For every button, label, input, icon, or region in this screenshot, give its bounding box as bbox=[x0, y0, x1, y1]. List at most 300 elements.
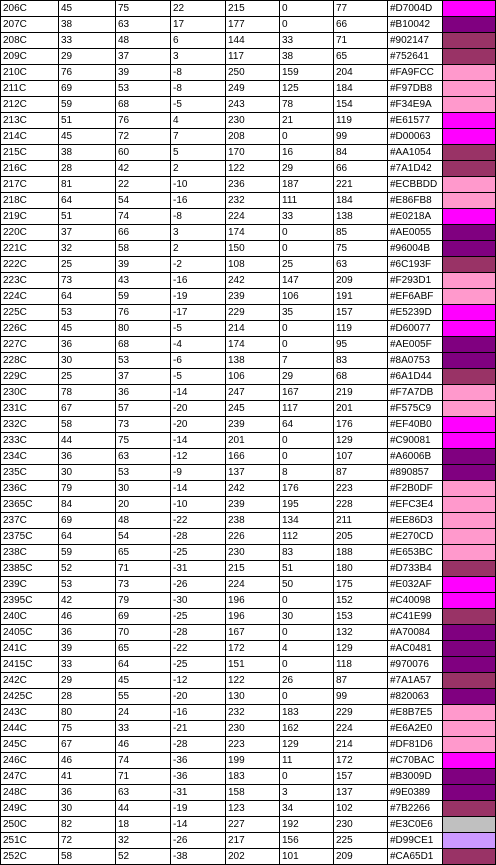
green-cell: 4 bbox=[280, 641, 334, 657]
value3-cell: -22 bbox=[171, 513, 226, 529]
value1-cell: 53 bbox=[59, 305, 116, 321]
table-row bbox=[1, 561, 496, 577]
color-swatch bbox=[443, 625, 496, 641]
value2-cell: 59 bbox=[116, 289, 171, 305]
green-cell: 125 bbox=[280, 81, 334, 97]
value1-cell: 69 bbox=[59, 513, 116, 529]
value1-cell: 46 bbox=[59, 609, 116, 625]
hex-cell: #E3C0E6 bbox=[388, 817, 443, 833]
value1-cell: 59 bbox=[59, 545, 116, 561]
blue-cell: 65 bbox=[334, 49, 388, 65]
red-cell: 151 bbox=[226, 657, 280, 673]
red-cell: 167 bbox=[226, 625, 280, 641]
value1-cell: 29 bbox=[59, 673, 116, 689]
pantone-code-cell: 2425C bbox=[1, 689, 59, 705]
value2-cell: 66 bbox=[116, 225, 171, 241]
pantone-code-cell: 243C bbox=[1, 705, 59, 721]
hex-cell: #C70BAC bbox=[388, 753, 443, 769]
green-cell: 187 bbox=[280, 177, 334, 193]
value1-cell: 25 bbox=[59, 369, 116, 385]
green-cell: 0 bbox=[280, 241, 334, 257]
value1-cell: 36 bbox=[59, 449, 116, 465]
blue-cell: 119 bbox=[334, 113, 388, 129]
red-cell: 150 bbox=[226, 241, 280, 257]
pantone-code-cell: 221C bbox=[1, 241, 59, 257]
blue-cell: 95 bbox=[334, 337, 388, 353]
table-row bbox=[1, 81, 496, 97]
pantone-code-cell: 236C bbox=[1, 481, 59, 497]
value2-cell: 65 bbox=[116, 545, 171, 561]
value2-cell: 75 bbox=[116, 1, 171, 17]
pantone-code-cell: 223C bbox=[1, 273, 59, 289]
table-row bbox=[1, 193, 496, 209]
pantone-code-cell: 249C bbox=[1, 801, 59, 817]
table-row bbox=[1, 593, 496, 609]
value3-cell: -36 bbox=[171, 753, 226, 769]
pantone-code-cell: 211C bbox=[1, 81, 59, 97]
value3-cell: -31 bbox=[171, 785, 226, 801]
red-cell: 247 bbox=[226, 385, 280, 401]
red-cell: 174 bbox=[226, 225, 280, 241]
hex-cell: #AE005F bbox=[388, 337, 443, 353]
green-cell: 29 bbox=[280, 161, 334, 177]
red-cell: 230 bbox=[226, 113, 280, 129]
value1-cell: 42 bbox=[59, 593, 116, 609]
color-swatch bbox=[443, 193, 496, 209]
color-swatch bbox=[443, 721, 496, 737]
value1-cell: 45 bbox=[59, 321, 116, 337]
color-swatch bbox=[443, 801, 496, 817]
blue-cell: 71 bbox=[334, 33, 388, 49]
value2-cell: 52 bbox=[116, 849, 171, 865]
color-swatch bbox=[443, 177, 496, 193]
blue-cell: 205 bbox=[334, 529, 388, 545]
color-swatch bbox=[443, 433, 496, 449]
green-cell: 0 bbox=[280, 769, 334, 785]
pantone-code-cell: 212C bbox=[1, 97, 59, 113]
table-row bbox=[1, 1, 496, 17]
table-row bbox=[1, 337, 496, 353]
value2-cell: 53 bbox=[116, 465, 171, 481]
blue-cell: 180 bbox=[334, 561, 388, 577]
hex-cell: #F34E9A bbox=[388, 97, 443, 113]
pantone-code-cell: 215C bbox=[1, 145, 59, 161]
value1-cell: 46 bbox=[59, 753, 116, 769]
table-row bbox=[1, 433, 496, 449]
value2-cell: 20 bbox=[116, 497, 171, 513]
blue-cell: 175 bbox=[334, 577, 388, 593]
value1-cell: 51 bbox=[59, 209, 116, 225]
green-cell: 0 bbox=[280, 593, 334, 609]
red-cell: 138 bbox=[226, 353, 280, 369]
blue-cell: 201 bbox=[334, 401, 388, 417]
table-row bbox=[1, 417, 496, 433]
hex-cell: #7A1A57 bbox=[388, 673, 443, 689]
value3-cell: -5 bbox=[171, 321, 226, 337]
pantone-code-cell: 229C bbox=[1, 369, 59, 385]
hex-cell: #FA9FCC bbox=[388, 65, 443, 81]
value1-cell: 69 bbox=[59, 81, 116, 97]
blue-cell: 68 bbox=[334, 369, 388, 385]
table-row bbox=[1, 833, 496, 849]
color-swatch bbox=[443, 305, 496, 321]
blue-cell: 85 bbox=[334, 225, 388, 241]
table-row bbox=[1, 625, 496, 641]
hex-cell: #AE0055 bbox=[388, 225, 443, 241]
blue-cell: 77 bbox=[334, 1, 388, 17]
blue-cell: 132 bbox=[334, 625, 388, 641]
value3-cell: 7 bbox=[171, 129, 226, 145]
blue-cell: 75 bbox=[334, 241, 388, 257]
value1-cell: 67 bbox=[59, 401, 116, 417]
pantone-code-cell: 214C bbox=[1, 129, 59, 145]
blue-cell: 225 bbox=[334, 833, 388, 849]
hex-cell: #CA65D1 bbox=[388, 849, 443, 865]
red-cell: 123 bbox=[226, 801, 280, 817]
hex-cell: #AA1054 bbox=[388, 145, 443, 161]
green-cell: 16 bbox=[280, 145, 334, 161]
table-row bbox=[1, 529, 496, 545]
value2-cell: 39 bbox=[116, 257, 171, 273]
blue-cell: 188 bbox=[334, 545, 388, 561]
red-cell: 158 bbox=[226, 785, 280, 801]
blue-cell: 209 bbox=[334, 273, 388, 289]
red-cell: 108 bbox=[226, 257, 280, 273]
table-row bbox=[1, 65, 496, 81]
color-swatch bbox=[443, 65, 496, 81]
green-cell: 30 bbox=[280, 609, 334, 625]
value1-cell: 25 bbox=[59, 257, 116, 273]
table-row bbox=[1, 449, 496, 465]
value2-cell: 22 bbox=[116, 177, 171, 193]
value3-cell: -16 bbox=[171, 273, 226, 289]
value2-cell: 76 bbox=[116, 113, 171, 129]
value3-cell: 6 bbox=[171, 33, 226, 49]
pantone-code-cell: 210C bbox=[1, 65, 59, 81]
table-row bbox=[1, 801, 496, 817]
pantone-code-cell: 213C bbox=[1, 113, 59, 129]
value3-cell: -5 bbox=[171, 369, 226, 385]
red-cell: 232 bbox=[226, 193, 280, 209]
color-swatch bbox=[443, 97, 496, 113]
table-row bbox=[1, 225, 496, 241]
table-row bbox=[1, 641, 496, 657]
green-cell: 134 bbox=[280, 513, 334, 529]
pantone-code-cell: 225C bbox=[1, 305, 59, 321]
table-row bbox=[1, 161, 496, 177]
red-cell: 243 bbox=[226, 97, 280, 113]
pantone-code-cell: 245C bbox=[1, 737, 59, 753]
hex-cell: #820063 bbox=[388, 689, 443, 705]
blue-cell: 87 bbox=[334, 673, 388, 689]
value1-cell: 75 bbox=[59, 721, 116, 737]
red-cell: 224 bbox=[226, 577, 280, 593]
color-swatch bbox=[443, 1, 496, 17]
blue-cell: 221 bbox=[334, 177, 388, 193]
value2-cell: 44 bbox=[116, 801, 171, 817]
value1-cell: 72 bbox=[59, 833, 116, 849]
table-row bbox=[1, 321, 496, 337]
value1-cell: 38 bbox=[59, 17, 116, 33]
pantone-code-cell: 251C bbox=[1, 833, 59, 849]
red-cell: 208 bbox=[226, 129, 280, 145]
green-cell: 25 bbox=[280, 257, 334, 273]
blue-cell: 157 bbox=[334, 769, 388, 785]
value2-cell: 74 bbox=[116, 753, 171, 769]
green-cell: 34 bbox=[280, 801, 334, 817]
blue-cell: 223 bbox=[334, 481, 388, 497]
green-cell: 83 bbox=[280, 545, 334, 561]
red-cell: 130 bbox=[226, 689, 280, 705]
value1-cell: 78 bbox=[59, 385, 116, 401]
hex-cell: #902147 bbox=[388, 33, 443, 49]
table-row bbox=[1, 689, 496, 705]
value2-cell: 24 bbox=[116, 705, 171, 721]
red-cell: 215 bbox=[226, 561, 280, 577]
pantone-code-cell: 241C bbox=[1, 641, 59, 657]
value1-cell: 64 bbox=[59, 289, 116, 305]
value1-cell: 36 bbox=[59, 785, 116, 801]
pantone-code-cell: 239C bbox=[1, 577, 59, 593]
value3-cell: -20 bbox=[171, 401, 226, 417]
pantone-code-cell: 252C bbox=[1, 849, 59, 865]
hex-cell: #D00063 bbox=[388, 129, 443, 145]
value2-cell: 58 bbox=[116, 241, 171, 257]
value1-cell: 30 bbox=[59, 801, 116, 817]
hex-cell: #EF6ABF bbox=[388, 289, 443, 305]
pantone-code-cell: 237C bbox=[1, 513, 59, 529]
value2-cell: 42 bbox=[116, 161, 171, 177]
value2-cell: 63 bbox=[116, 17, 171, 33]
value3-cell: -20 bbox=[171, 417, 226, 433]
hex-cell: #7B2266 bbox=[388, 801, 443, 817]
color-swatch bbox=[443, 161, 496, 177]
value2-cell: 53 bbox=[116, 81, 171, 97]
pantone-code-cell: 228C bbox=[1, 353, 59, 369]
pantone-code-cell: 2365C bbox=[1, 497, 59, 513]
value2-cell: 43 bbox=[116, 273, 171, 289]
green-cell: 38 bbox=[280, 49, 334, 65]
table-row bbox=[1, 289, 496, 305]
blue-cell: 66 bbox=[334, 17, 388, 33]
color-swatch bbox=[443, 417, 496, 433]
color-swatch bbox=[443, 449, 496, 465]
hex-cell: #D733B4 bbox=[388, 561, 443, 577]
pantone-code-cell: 250C bbox=[1, 817, 59, 833]
color-swatch bbox=[443, 369, 496, 385]
red-cell: 196 bbox=[226, 609, 280, 625]
value3-cell: -38 bbox=[171, 849, 226, 865]
value1-cell: 45 bbox=[59, 1, 116, 17]
hex-cell: #752641 bbox=[388, 49, 443, 65]
hex-cell: #A6006B bbox=[388, 449, 443, 465]
table-row bbox=[1, 49, 496, 65]
pantone-code-cell: 208C bbox=[1, 33, 59, 49]
red-cell: 174 bbox=[226, 337, 280, 353]
value1-cell: 28 bbox=[59, 161, 116, 177]
value3-cell: -16 bbox=[171, 705, 226, 721]
pantone-code-cell: 231C bbox=[1, 401, 59, 417]
value3-cell: -8 bbox=[171, 65, 226, 81]
hex-cell: #E86FB8 bbox=[388, 193, 443, 209]
pantone-code-cell: 232C bbox=[1, 417, 59, 433]
blue-cell: 172 bbox=[334, 753, 388, 769]
color-swatch bbox=[443, 593, 496, 609]
hex-cell: #F293D1 bbox=[388, 273, 443, 289]
pantone-code-cell: 207C bbox=[1, 17, 59, 33]
hex-cell: #F97DB8 bbox=[388, 81, 443, 97]
value2-cell: 39 bbox=[116, 65, 171, 81]
color-swatch bbox=[443, 49, 496, 65]
value1-cell: 37 bbox=[59, 225, 116, 241]
red-cell: 217 bbox=[226, 833, 280, 849]
red-cell: 202 bbox=[226, 849, 280, 865]
color-swatch bbox=[443, 737, 496, 753]
hex-cell: #EFC3E4 bbox=[388, 497, 443, 513]
value2-cell: 64 bbox=[116, 657, 171, 673]
table-row bbox=[1, 577, 496, 593]
table-row bbox=[1, 145, 496, 161]
blue-cell: 184 bbox=[334, 81, 388, 97]
color-swatch bbox=[443, 545, 496, 561]
value3-cell: 5 bbox=[171, 145, 226, 161]
color-swatch bbox=[443, 817, 496, 833]
value1-cell: 44 bbox=[59, 433, 116, 449]
value1-cell: 58 bbox=[59, 417, 116, 433]
hex-cell: #E0218A bbox=[388, 209, 443, 225]
red-cell: 215 bbox=[226, 1, 280, 17]
pantone-code-cell: 238C bbox=[1, 545, 59, 561]
table-row bbox=[1, 241, 496, 257]
green-cell: 0 bbox=[280, 689, 334, 705]
color-swatch bbox=[443, 641, 496, 657]
red-cell: 239 bbox=[226, 497, 280, 513]
pantone-code-cell: 2395C bbox=[1, 593, 59, 609]
value2-cell: 70 bbox=[116, 625, 171, 641]
blue-cell: 176 bbox=[334, 417, 388, 433]
value3-cell: -4 bbox=[171, 337, 226, 353]
value3-cell: 3 bbox=[171, 49, 226, 65]
hex-cell: #F2B0DF bbox=[388, 481, 443, 497]
pantone-code-cell: 216C bbox=[1, 161, 59, 177]
value2-cell: 46 bbox=[116, 737, 171, 753]
value1-cell: 76 bbox=[59, 65, 116, 81]
color-swatch bbox=[443, 497, 496, 513]
hex-cell: #8A0753 bbox=[388, 353, 443, 369]
blue-cell: 152 bbox=[334, 593, 388, 609]
color-swatch bbox=[443, 689, 496, 705]
color-swatch bbox=[443, 465, 496, 481]
green-cell: 162 bbox=[280, 721, 334, 737]
blue-cell: 209 bbox=[334, 849, 388, 865]
red-cell: 117 bbox=[226, 49, 280, 65]
pantone-code-cell: 209C bbox=[1, 49, 59, 65]
value1-cell: 59 bbox=[59, 97, 116, 113]
value3-cell: -10 bbox=[171, 177, 226, 193]
green-cell: 33 bbox=[280, 33, 334, 49]
value2-cell: 79 bbox=[116, 593, 171, 609]
table-row bbox=[1, 497, 496, 513]
green-cell: 129 bbox=[280, 737, 334, 753]
hex-cell: #C90081 bbox=[388, 433, 443, 449]
red-cell: 230 bbox=[226, 721, 280, 737]
color-swatch bbox=[443, 385, 496, 401]
value1-cell: 84 bbox=[59, 497, 116, 513]
blue-cell: 211 bbox=[334, 513, 388, 529]
hex-cell: #7A1D42 bbox=[388, 161, 443, 177]
value2-cell: 65 bbox=[116, 641, 171, 657]
green-cell: 0 bbox=[280, 129, 334, 145]
value1-cell: 41 bbox=[59, 769, 116, 785]
color-swatch bbox=[443, 289, 496, 305]
hex-cell: #E270CD bbox=[388, 529, 443, 545]
value3-cell: -14 bbox=[171, 481, 226, 497]
color-swatch bbox=[443, 145, 496, 161]
color-swatch bbox=[443, 337, 496, 353]
blue-cell: 66 bbox=[334, 161, 388, 177]
color-swatch bbox=[443, 209, 496, 225]
value2-cell: 48 bbox=[116, 33, 171, 49]
blue-cell: 119 bbox=[334, 321, 388, 337]
red-cell: 245 bbox=[226, 401, 280, 417]
hex-cell: #E653BC bbox=[388, 545, 443, 561]
value1-cell: 79 bbox=[59, 481, 116, 497]
blue-cell: 224 bbox=[334, 721, 388, 737]
value3-cell: -8 bbox=[171, 81, 226, 97]
green-cell: 0 bbox=[280, 625, 334, 641]
value3-cell: -28 bbox=[171, 737, 226, 753]
red-cell: 122 bbox=[226, 673, 280, 689]
hex-cell: #6A1D44 bbox=[388, 369, 443, 385]
red-cell: 177 bbox=[226, 17, 280, 33]
value3-cell: -25 bbox=[171, 545, 226, 561]
red-cell: 242 bbox=[226, 273, 280, 289]
value3-cell: -26 bbox=[171, 577, 226, 593]
value3-cell: -25 bbox=[171, 609, 226, 625]
blue-cell: 83 bbox=[334, 353, 388, 369]
value2-cell: 75 bbox=[116, 433, 171, 449]
hex-cell: #B10042 bbox=[388, 17, 443, 33]
table-row bbox=[1, 113, 496, 129]
value3-cell: 2 bbox=[171, 161, 226, 177]
value2-cell: 73 bbox=[116, 417, 171, 433]
green-cell: 192 bbox=[280, 817, 334, 833]
green-cell: 35 bbox=[280, 305, 334, 321]
value1-cell: 67 bbox=[59, 737, 116, 753]
blue-cell: 184 bbox=[334, 193, 388, 209]
green-cell: 195 bbox=[280, 497, 334, 513]
color-swatch bbox=[443, 513, 496, 529]
value2-cell: 71 bbox=[116, 561, 171, 577]
red-cell: 227 bbox=[226, 817, 280, 833]
color-swatch bbox=[443, 849, 496, 865]
value2-cell: 37 bbox=[116, 49, 171, 65]
hex-cell: #ECBBDD bbox=[388, 177, 443, 193]
green-cell: 51 bbox=[280, 561, 334, 577]
color-swatch bbox=[443, 753, 496, 769]
table-row bbox=[1, 385, 496, 401]
value3-cell: -14 bbox=[171, 433, 226, 449]
value3-cell: -10 bbox=[171, 497, 226, 513]
hex-cell: #970076 bbox=[388, 657, 443, 673]
value2-cell: 57 bbox=[116, 401, 171, 417]
pantone-code-cell: 206C bbox=[1, 1, 59, 17]
color-swatch bbox=[443, 113, 496, 129]
table-row bbox=[1, 209, 496, 225]
red-cell: 250 bbox=[226, 65, 280, 81]
pantone-code-cell: 219C bbox=[1, 209, 59, 225]
green-cell: 156 bbox=[280, 833, 334, 849]
